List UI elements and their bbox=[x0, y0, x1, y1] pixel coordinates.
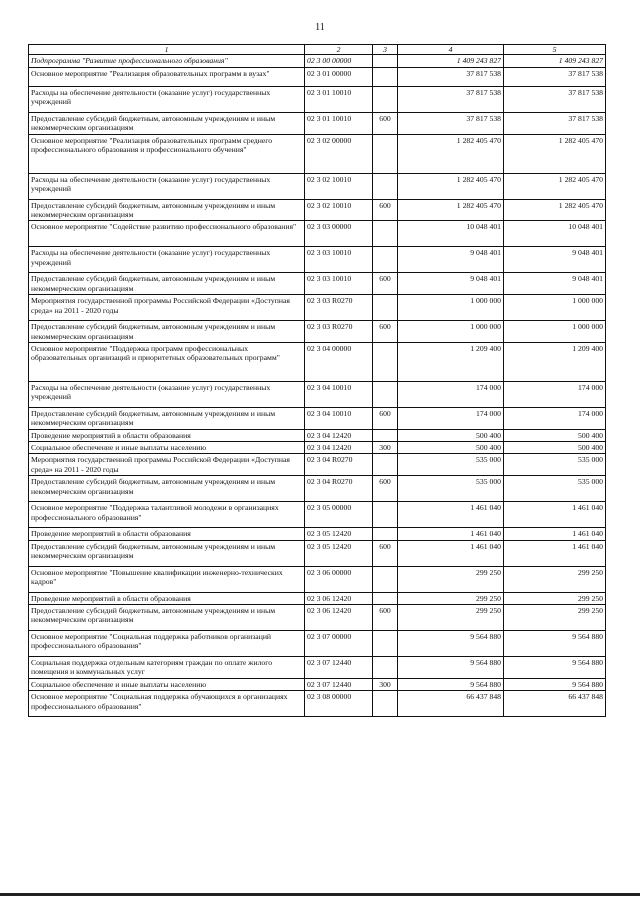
table-row bbox=[29, 381, 606, 407]
table-row bbox=[29, 273, 606, 295]
row-name-cell: Предоставление субсидий бюджетным, автономным учреждениям и иным некоммерческим организациям bbox=[29, 605, 305, 631]
row-name-cell: Социальное обеспечение и иные выплаты населению bbox=[29, 442, 305, 454]
row-type-cell bbox=[373, 295, 398, 321]
row-sum-2018-cell: 174 000 bbox=[398, 407, 504, 429]
row-name-cell: Мероприятия государственной программы Российской Федерации «Доступная среда» на 2011 - 2020 годы bbox=[29, 454, 305, 476]
row-name-cell: Основное мероприятие "Содействие развитию профессионального образования" bbox=[29, 221, 305, 247]
row-name-cell: Расходы на обеспечение деятельности (оказание услуг) государственных учреждений bbox=[29, 381, 305, 407]
table-row bbox=[29, 540, 606, 566]
row-name-cell: Основное мероприятие "Реализация образовательных программ среднего профессионального образования и профессионального обучения" bbox=[29, 134, 305, 173]
row-code-cell: 02 3 07 00000 bbox=[305, 631, 373, 657]
row-name-cell: Основное мероприятие "Реализация образовательных программ в вузах" bbox=[29, 67, 305, 86]
row-type-cell: 600 bbox=[373, 407, 398, 429]
row-sum-2018-cell: 299 250 bbox=[398, 592, 504, 604]
table-row bbox=[29, 295, 606, 321]
row-code-cell: 02 3 04 00000 bbox=[305, 342, 373, 381]
header-col-3: 3 bbox=[373, 45, 398, 55]
row-code-cell: 02 3 04 10010 bbox=[305, 381, 373, 407]
row-code-cell: 02 3 08 00000 bbox=[305, 691, 373, 717]
row-code-cell: 02 3 06 00000 bbox=[305, 566, 373, 592]
table-row bbox=[29, 342, 606, 381]
row-code-cell: 02 3 01 10010 bbox=[305, 86, 373, 112]
header-col-2: 2 bbox=[305, 45, 373, 55]
row-code-cell: 02 3 06 12420 bbox=[305, 592, 373, 604]
row-type-cell: 300 bbox=[373, 442, 398, 454]
row-name-cell: Проведение мероприятий в области образования bbox=[29, 592, 305, 604]
row-type-cell bbox=[373, 247, 398, 273]
row-type-cell: 600 bbox=[373, 273, 398, 295]
row-sum-2018-cell: 9 048 401 bbox=[398, 273, 504, 295]
row-sum-2018-cell: 1 209 400 bbox=[398, 342, 504, 381]
row-sum-2018-cell: 9 048 401 bbox=[398, 247, 504, 273]
row-name-cell: Основное мероприятие "Поддержка талантливой молодежи в организациях профессионального образования" bbox=[29, 502, 305, 528]
row-sum-2019-cell: 174 000 bbox=[504, 381, 606, 407]
row-name-cell: Расходы на обеспечение деятельности (оказание услуг) государственных учреждений bbox=[29, 86, 305, 112]
table-row bbox=[29, 199, 606, 221]
row-sum-2019-cell: 535 000 bbox=[504, 454, 606, 476]
table-row bbox=[29, 678, 606, 690]
row-code-cell: 02 3 02 00000 bbox=[305, 134, 373, 173]
row-name-cell: Подпрограмма "Развитие профессионального образования" bbox=[29, 55, 305, 67]
row-code-cell: 02 3 01 00000 bbox=[305, 67, 373, 86]
budget-table bbox=[28, 44, 606, 717]
table-row bbox=[29, 55, 606, 67]
row-name-cell: Основное мероприятие "Социальная поддержка обучающихся в организациях профессионального образования" bbox=[29, 691, 305, 717]
row-type-cell: 600 bbox=[373, 540, 398, 566]
row-name-cell: Социальное обеспечение и иные выплаты населению bbox=[29, 678, 305, 690]
row-type-cell bbox=[373, 67, 398, 86]
row-sum-2019-cell: 9 564 880 bbox=[504, 678, 606, 690]
table-row bbox=[29, 657, 606, 679]
row-sum-2018-cell: 9 564 880 bbox=[398, 657, 504, 679]
row-code-cell: 02 3 04 R0270 bbox=[305, 454, 373, 476]
row-sum-2019-cell: 10 048 401 bbox=[504, 221, 606, 247]
table-row bbox=[29, 691, 606, 717]
table-row bbox=[29, 476, 606, 502]
row-code-cell: 02 3 03 R0270 bbox=[305, 321, 373, 343]
row-type-cell: 600 bbox=[373, 605, 398, 631]
row-sum-2019-cell: 9 564 880 bbox=[504, 631, 606, 657]
row-name-cell: Предоставление субсидий бюджетным, автономным учреждениям и иным некоммерческим организациям bbox=[29, 112, 305, 134]
row-sum-2018-cell: 9 564 880 bbox=[398, 678, 504, 690]
table-row bbox=[29, 631, 606, 657]
row-code-cell: 02 3 05 12420 bbox=[305, 528, 373, 540]
header-col-4: 4 bbox=[398, 45, 504, 55]
row-type-cell bbox=[373, 691, 398, 717]
row-sum-2018-cell: 1 000 000 bbox=[398, 295, 504, 321]
row-type-cell: 300 bbox=[373, 678, 398, 690]
row-sum-2019-cell: 1 282 405 470 bbox=[504, 173, 606, 199]
row-name-cell: Предоставление субсидий бюджетным, автономным учреждениям и иным некоммерческим организациям bbox=[29, 407, 305, 429]
row-sum-2018-cell: 1 461 040 bbox=[398, 540, 504, 566]
row-sum-2019-cell: 1 461 040 bbox=[504, 540, 606, 566]
table-row bbox=[29, 442, 606, 454]
row-type-cell bbox=[373, 134, 398, 173]
row-sum-2018-cell: 500 400 bbox=[398, 442, 504, 454]
row-sum-2018-cell: 500 400 bbox=[398, 429, 504, 441]
row-type-cell bbox=[373, 566, 398, 592]
row-code-cell: 02 3 04 R0270 bbox=[305, 476, 373, 502]
row-sum-2019-cell: 1 282 405 470 bbox=[504, 199, 606, 221]
row-code-cell: 02 3 03 R0270 bbox=[305, 295, 373, 321]
row-type-cell bbox=[373, 454, 398, 476]
row-sum-2019-cell: 1 209 400 bbox=[504, 342, 606, 381]
row-sum-2018-cell: 1 000 000 bbox=[398, 321, 504, 343]
row-name-cell: Предоставление субсидий бюджетным, автономным учреждениям и иным некоммерческим организациям bbox=[29, 273, 305, 295]
header-col-5: 5 bbox=[504, 45, 606, 55]
row-code-cell: 02 3 03 00000 bbox=[305, 221, 373, 247]
row-sum-2018-cell: 37 817 538 bbox=[398, 67, 504, 86]
row-code-cell: 02 3 00 00000 bbox=[305, 55, 373, 67]
row-type-cell bbox=[373, 631, 398, 657]
row-sum-2019-cell: 37 817 538 bbox=[504, 67, 606, 86]
row-sum-2019-cell: 9 048 401 bbox=[504, 247, 606, 273]
table-row bbox=[29, 247, 606, 273]
row-sum-2018-cell: 535 000 bbox=[398, 454, 504, 476]
row-name-cell: Предоставление субсидий бюджетным, автономным учреждениям и иным некоммерческим организациям bbox=[29, 321, 305, 343]
row-type-cell bbox=[373, 173, 398, 199]
row-code-cell: 02 3 01 10010 bbox=[305, 112, 373, 134]
row-sum-2018-cell: 9 564 880 bbox=[398, 631, 504, 657]
row-sum-2018-cell: 299 250 bbox=[398, 605, 504, 631]
row-code-cell: 02 3 05 12420 bbox=[305, 540, 373, 566]
table-row bbox=[29, 173, 606, 199]
row-sum-2018-cell: 1 282 405 470 bbox=[398, 134, 504, 173]
row-sum-2019-cell: 500 400 bbox=[504, 442, 606, 454]
row-sum-2019-cell: 9 048 401 bbox=[504, 273, 606, 295]
table-row bbox=[29, 112, 606, 134]
row-type-cell bbox=[373, 592, 398, 604]
row-sum-2018-cell: 1 282 405 470 bbox=[398, 173, 504, 199]
row-sum-2019-cell: 1 409 243 827 bbox=[504, 55, 606, 67]
row-name-cell: Социальная поддержка отдельным категориям граждан по оплате жилого помещения и коммунальных услуг bbox=[29, 657, 305, 679]
row-name-cell: Основное мероприятие "Социальная поддержка работников организаций профессионального образования" bbox=[29, 631, 305, 657]
row-sum-2018-cell: 37 817 538 bbox=[398, 112, 504, 134]
row-type-cell bbox=[373, 502, 398, 528]
row-type-cell bbox=[373, 342, 398, 381]
row-name-cell: Основное мероприятие "Поддержка программ профессиональных образовательных организаций и приоритетных образовательных программ" bbox=[29, 342, 305, 381]
row-code-cell: 02 3 03 10010 bbox=[305, 247, 373, 273]
row-type-cell: 600 bbox=[373, 321, 398, 343]
row-sum-2019-cell: 1 461 040 bbox=[504, 502, 606, 528]
row-name-cell: Предоставление субсидий бюджетным, автономным учреждениям и иным некоммерческим организациям bbox=[29, 199, 305, 221]
row-code-cell: 02 3 05 00000 bbox=[305, 502, 373, 528]
row-code-cell: 02 3 02 10010 bbox=[305, 173, 373, 199]
header-col-1: 1 bbox=[29, 45, 305, 55]
row-sum-2018-cell: 10 048 401 bbox=[398, 221, 504, 247]
row-sum-2018-cell: 37 817 538 bbox=[398, 86, 504, 112]
row-sum-2018-cell: 299 250 bbox=[398, 566, 504, 592]
row-sum-2019-cell: 1 461 040 bbox=[504, 528, 606, 540]
table-row bbox=[29, 566, 606, 592]
row-name-cell: Предоставление субсидий бюджетным, автономным учреждениям и иным некоммерческим организациям bbox=[29, 476, 305, 502]
row-code-cell: 02 3 04 12420 bbox=[305, 429, 373, 441]
row-sum-2018-cell: 1 409 243 827 bbox=[398, 55, 504, 67]
row-sum-2018-cell: 535 000 bbox=[398, 476, 504, 502]
table-row bbox=[29, 407, 606, 429]
row-sum-2019-cell: 1 000 000 bbox=[504, 321, 606, 343]
row-sum-2019-cell: 9 564 880 bbox=[504, 657, 606, 679]
row-type-cell bbox=[373, 657, 398, 679]
row-type-cell bbox=[373, 429, 398, 441]
row-sum-2019-cell: 299 250 bbox=[504, 605, 606, 631]
table-row bbox=[29, 67, 606, 86]
row-sum-2018-cell: 1 461 040 bbox=[398, 502, 504, 528]
row-sum-2018-cell: 1 461 040 bbox=[398, 528, 504, 540]
row-type-cell bbox=[373, 528, 398, 540]
row-code-cell: 02 3 04 10010 bbox=[305, 407, 373, 429]
row-code-cell: 02 3 02 10010 bbox=[305, 199, 373, 221]
table-row bbox=[29, 429, 606, 441]
row-sum-2019-cell: 500 400 bbox=[504, 429, 606, 441]
row-name-cell: Мероприятия государственной программы Российской Федерации «Доступная среда» на 2011 - 2020 годы bbox=[29, 295, 305, 321]
table-row bbox=[29, 454, 606, 476]
table-row bbox=[29, 321, 606, 343]
table-row bbox=[29, 528, 606, 540]
row-type-cell bbox=[373, 221, 398, 247]
row-sum-2019-cell: 535 000 bbox=[504, 476, 606, 502]
row-name-cell: Предоставление субсидий бюджетным, автономным учреждениям и иным некоммерческим организациям bbox=[29, 540, 305, 566]
row-name-cell: Основное мероприятие "Повышение квалификации инженерно-технических кадров" bbox=[29, 566, 305, 592]
row-type-cell: 600 bbox=[373, 476, 398, 502]
row-name-cell: Расходы на обеспечение деятельности (оказание услуг) государственных учреждений bbox=[29, 247, 305, 273]
table-row bbox=[29, 592, 606, 604]
row-sum-2019-cell: 37 817 538 bbox=[504, 112, 606, 134]
page-number: 11 bbox=[315, 22, 325, 33]
row-type-cell bbox=[373, 86, 398, 112]
table-row bbox=[29, 605, 606, 631]
row-name-cell: Проведение мероприятий в области образования bbox=[29, 528, 305, 540]
table-row bbox=[29, 221, 606, 247]
row-code-cell: 02 3 04 12420 bbox=[305, 442, 373, 454]
row-sum-2018-cell: 174 000 bbox=[398, 381, 504, 407]
table-row bbox=[29, 134, 606, 173]
row-type-cell bbox=[373, 381, 398, 407]
row-sum-2019-cell: 299 250 bbox=[504, 592, 606, 604]
table-row bbox=[29, 86, 606, 112]
row-sum-2018-cell: 66 437 848 bbox=[398, 691, 504, 717]
table-header-row bbox=[29, 45, 606, 55]
row-sum-2019-cell: 174 000 bbox=[504, 407, 606, 429]
table-row bbox=[29, 502, 606, 528]
row-code-cell: 02 3 06 12420 bbox=[305, 605, 373, 631]
row-code-cell: 02 3 07 12440 bbox=[305, 678, 373, 690]
row-sum-2019-cell: 37 817 538 bbox=[504, 86, 606, 112]
row-sum-2019-cell: 1 000 000 bbox=[504, 295, 606, 321]
row-type-cell bbox=[373, 55, 398, 67]
row-sum-2019-cell: 66 437 848 bbox=[504, 691, 606, 717]
row-type-cell: 600 bbox=[373, 112, 398, 134]
row-sum-2019-cell: 1 282 405 470 bbox=[504, 134, 606, 173]
row-sum-2018-cell: 1 282 405 470 bbox=[398, 199, 504, 221]
row-type-cell: 600 bbox=[373, 199, 398, 221]
row-code-cell: 02 3 03 10010 bbox=[305, 273, 373, 295]
row-name-cell: Расходы на обеспечение деятельности (оказание услуг) государственных учреждений bbox=[29, 173, 305, 199]
row-sum-2019-cell: 299 250 bbox=[504, 566, 606, 592]
page-bottom-rule bbox=[0, 893, 640, 896]
row-name-cell: Проведение мероприятий в области образования bbox=[29, 429, 305, 441]
row-code-cell: 02 3 07 12440 bbox=[305, 657, 373, 679]
